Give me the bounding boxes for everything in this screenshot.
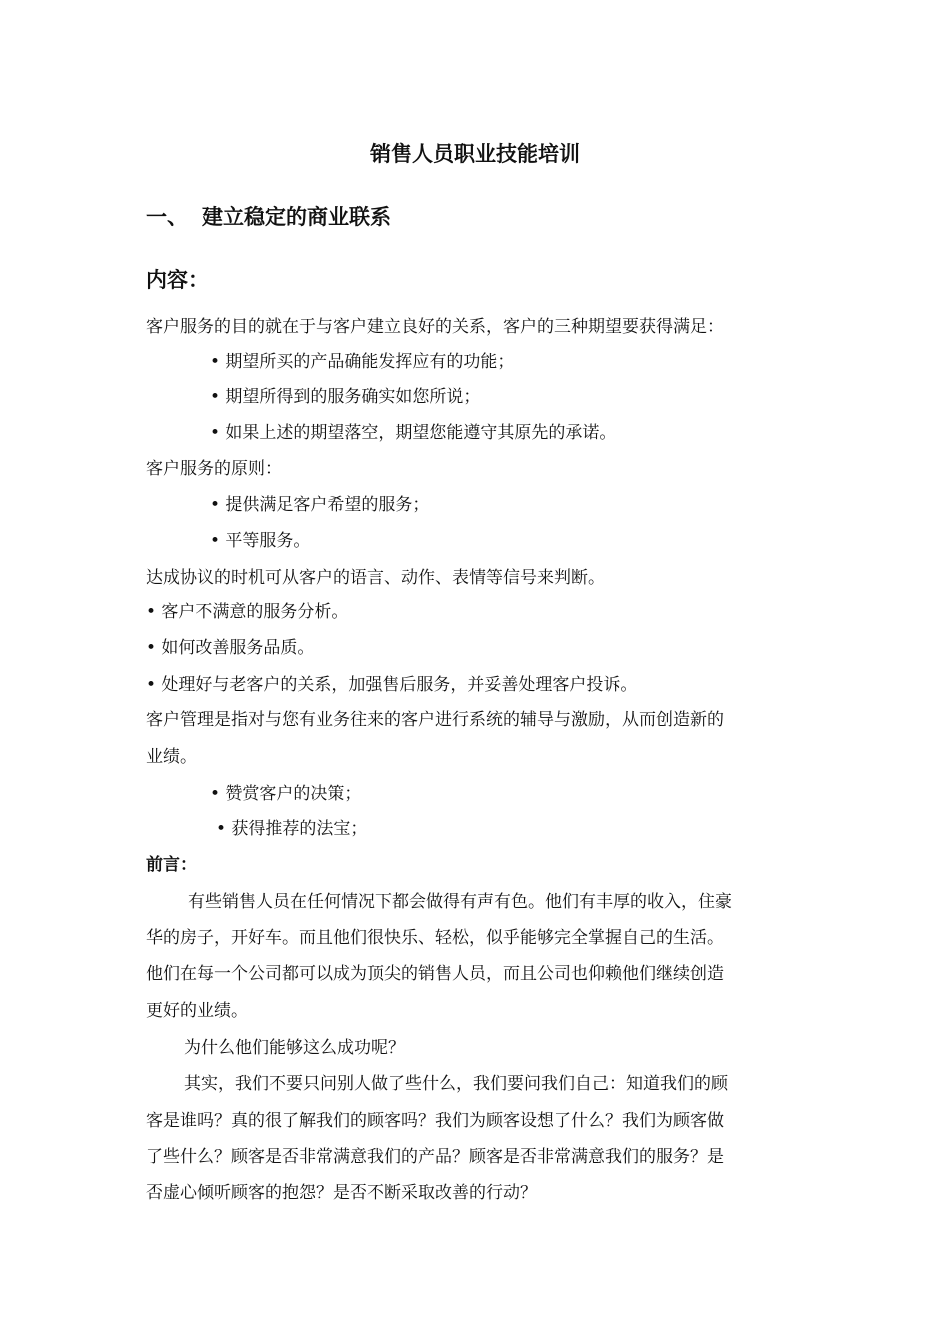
paragraph: 客户服务的原则： — [146, 459, 282, 479]
paragraph-line: 更好的业绩。 — [146, 1001, 248, 1021]
paragraph-line: 否虚心倾听顾客的抱怨？是否不断采取改善的行动？ — [146, 1183, 537, 1203]
page-title: 销售人员职业技能培训 — [370, 142, 580, 166]
paragraph: 达成协议的时机可从客户的语言、动作、表情等信号来判断。 — [146, 568, 605, 588]
bullet-item: • 提供满足客户希望的服务； — [210, 495, 430, 515]
paragraph-line: 华的房子，开好车。而且他们很快乐、轻松，似乎能够完全掌握自己的生活。 — [146, 928, 724, 948]
paragraph: 为什么他们能够这么成功呢？ — [184, 1038, 405, 1058]
bullet-item: • 期望所得到的服务确实如您所说； — [210, 387, 481, 407]
paragraph: 客户服务的目的就在于与客户建立良好的关系，客户的三种期望要获得满足： — [146, 317, 724, 337]
content-heading: 内容： — [146, 268, 209, 292]
section-heading — [146, 201, 391, 231]
preface-heading: 前言： — [146, 855, 197, 875]
section-title: 建立稳定的商业联系 — [202, 205, 391, 229]
bullet-item: • 赞赏客户的决策； — [210, 784, 362, 804]
bullet-item: • 平等服务。 — [210, 531, 311, 551]
bullet-item: • 期望所买的产品确能发挥应有的功能； — [210, 352, 515, 372]
paragraph-line: 了些什么？顾客是否非常满意我们的产品？顾客是否非常满意我们的服务？是 — [146, 1147, 724, 1167]
paragraph-line: 他们在每一个公司都可以成为顶尖的销售人员，而且公司也仰赖他们继续创造 — [146, 964, 724, 984]
bullet-item: • 如果上述的期望落空，期望您能遵守其原先的承诺。 — [210, 423, 617, 443]
bullet-item: • 获得推荐的法宝； — [216, 819, 368, 839]
paragraph-line: 客是谁吗？真的很了解我们的顾客吗？我们为顾客设想了什么？我们为顾客做 — [146, 1111, 724, 1131]
paragraph-line: 客户管理是指对与您有业务往来的客户进行系统的辅导与激励，从而创造新的 — [146, 710, 724, 730]
paragraph-line: 其实，我们不要只问别人做了些什么，我们要问我们自己：知道我们的顾 — [184, 1074, 728, 1094]
bullet-item: • 如何改善服务品质。 — [146, 638, 315, 658]
bullet-item: • 处理好与老客户的关系，加强售后服务，并妥善处理客户投诉。 — [146, 675, 638, 695]
section-number: 一、 — [146, 205, 188, 229]
paragraph-line: 业绩。 — [146, 747, 197, 767]
bullet-item: • 客户不满意的服务分析。 — [146, 602, 349, 622]
paragraph-line: 有些销售人员在任何情况下都会做得有声有色。他们有丰厚的收入，住豪 — [188, 892, 732, 912]
